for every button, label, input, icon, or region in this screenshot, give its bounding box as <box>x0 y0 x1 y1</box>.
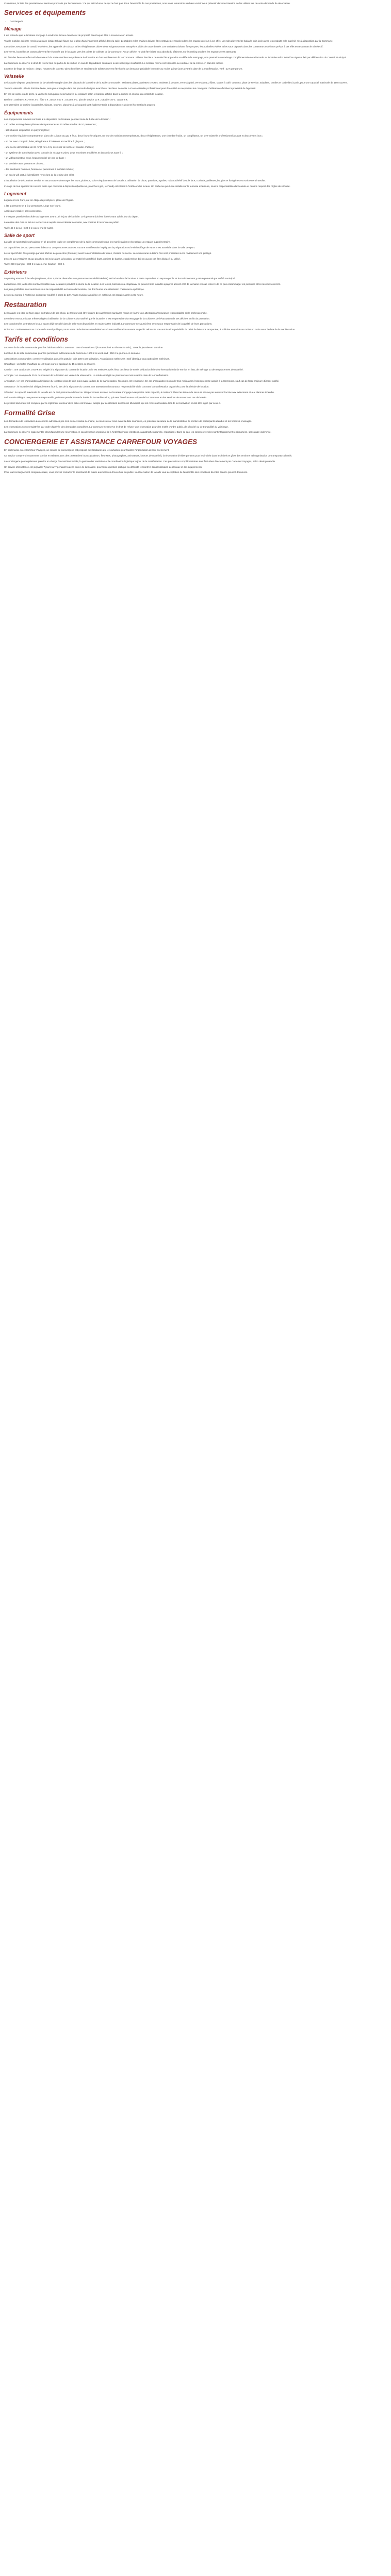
paragraph: - une cuisine équipée comprenant un piano de cuisson au gaz 6 feux, deux fours électriques, un four de maintien en température, deux réfrigérateurs, une chambre froide, un congélateur, un lave-vaisselle professionnel à capot et deux éviers inox ; <box>4 134 263 138</box>
intro-text: Ci-dessous, la liste des prestations et services proposés par la Commune : Ce qui est inclus et ce qui ne l'est pas. Pour l'ensemble de ces prestations, nous vous remercions de bien vouloir nous prévenir de votre intention de les utiliser lors de votre demande de réservation. <box>4 2 291 5</box>
exterieurs-block <box>4 277 379 297</box>
paragraph: - 180 chaises empilables en polypropylène ; <box>4 129 51 132</box>
paragraph: L'installation de décorations ne doit en aucun cas endommager les murs, plafonds, sols et équipements de la salle. L'utilisation de clous, punaises, agrafes, ruban adhésif double face, confettis, paillettes, bougies et fumigènes est strictement interdite. <box>4 179 266 182</box>
formalite-block <box>4 419 379 434</box>
paragraph: Sécurité : la capacité maximale de la salle est de 200 personnes debout ou 150 personnes assises. Le locataire s'engage à respecter cette capacité, à maintenir libres les issues de secours et à ne pas entraver l'accès aux extincteurs et aux alarmes incendie. <box>4 391 275 394</box>
bullet-conciergerie: • Conciergerie <box>10 20 379 23</box>
paragraph: Chauffage : un forfait chauffage de 40 € par jour est appliqué du 15 octobre au 15 avril. <box>4 363 95 366</box>
salle-de-sport-block <box>4 240 379 266</box>
section-title-formalite: Formalité Grise <box>4 409 56 417</box>
subsection-title-exterieurs: Extérieurs <box>4 269 27 275</box>
paragraph: Caution : une caution de 1 000 € est exigée à la signature du contrat de location. Elle est restituée après l'état des lieux de sortie, déduction faite des éventuels frais de remise en état, de ménage ou de remplacement de matériel. <box>4 368 243 371</box>
paragraph: Assurance : le locataire doit obligatoirement fournir, lors de la signature du contrat, une attestation d'assurance responsabilité civile couvrant la manifestation organisée, pour la période de location. <box>4 385 209 388</box>
paragraph: Associations communales : première utilisation annuelle gratuite, puis 100 € par utilisation. Associations extérieures : tarif identique aux particuliers extérieurs. <box>4 357 170 360</box>
paragraph: Le locataire désigne une personne responsable, présente pendant toute la durée de la manifestation, qui sera l'interlocuteur unique de la Commune et des services de secours en cas de besoin. <box>4 396 207 399</box>
paragraph: Tarif : 250 € par jour ; 380 € le week-end. Caution : 800 €. <box>4 263 65 266</box>
section-title-restauration: Restauration <box>4 300 47 309</box>
paragraph: Toute la vaisselle utilisée doit être lavée, essuyée et rangée dans les placards d'origine avant l'état des lieux de sortie. Le lave-vaisselle professionnel peut être utilisé en respectant les consignes d'utilisation affichées à proximité de l'appareil. <box>4 87 256 90</box>
paragraph: - des sanitaires hommes, femmes et personnes à mobilité réduite ; <box>4 168 74 171</box>
paragraph: L'usage de tout appareil de cuisson autre que ceux mis à disposition (barbecue, plancha à gaz, réchaud) est interdit à l'intérieur des locaux. Un barbecue peut être installé sur la terrasse extérieure, sous la responsabilité du locataire et dans le respect des règles de sécurité. <box>4 184 290 188</box>
paragraph: Location de linge de maison : draps, housses de couette, taies d'oreillers et serviettes de toilette peuvent être loués sur demande préalable formulée au moins quinze jours avant la date de la manifestation. Tarif : 12 € par parure. <box>4 67 243 70</box>
paragraph: Barème : assiette 4 € ; verre 3 € ; flûte 3 € ; tasse 2,50 € ; couvert 2 € ; plat de service 12 € ; saladier 10 € ; carafe 8 €. <box>4 98 128 101</box>
paragraph: Le locataire dispose gratuitement de la vaisselle rangée dans les placards de la cuisine de la salle communale : assiettes plates, assiettes creuses, assiettes à dessert, verres à pied, verres à eau, flûtes, tasses à café, couverts, plats de service, saladiers, carafes et corbeilles à pain, pour une capacité maximale de 150 couverts. <box>4 81 348 84</box>
paragraph: La remise des clés se fait sur rendez-vous auprès du secrétariat de mairie, aux horaires d'ouverture au public. <box>4 221 120 224</box>
paragraph: Ce service comprend notamment la mise en relation avec des prestataires locaux (traiteurs, fleuristes, photographes, animateurs, loueurs de matériel), la réservation d'hébergements pour les invités dans les hôtels et gîtes des environs et l'organisation de transports collectifs. <box>4 454 292 457</box>
paragraph: Les verres, bouteilles et cartons doivent être évacués par le locataire vers les points de collecte de la Commune. Aucun déchet ne doit être laissé aux abords du bâtiment, sur le parking ou dans les espaces verts attenants. <box>4 50 237 54</box>
paragraph: Un état des lieux est effectué à l'entrée et à la sortie des lieux en présence du locataire et d'un représentant de la Commune. Si l'état des lieux de sortie fait apparaître un défaut de nettoyage, une prestation de ménage complémentaire sera facturée au locataire selon le tarif en vigueur fixé par délibération du Conseil Municipal. <box>4 56 347 59</box>
paragraph: Le sol sportif doit être protégé par des bâches de protection (fournies) avant toute installation de tables, chaises ou scène. Les chaussures à talons fins sont proscrites sur le revêtement non protégé. <box>4 251 212 255</box>
paragraph: 4 lits 1 personne et 1 lit 2 personnes. Linge non fourni. <box>4 204 61 207</box>
paragraph: Les équipements suivants sont mis à la disposition du locataire pendant toute la durée de la location : <box>4 117 111 121</box>
subsection-title-equipements: Équipements <box>4 110 34 115</box>
paragraph: La conciergerie peut également prendre en charge l'accueil des invités, la gestion des vestiaires et la coordination logistique le jour de la manifestation. Ces prestations complémentaires sont facturées directement par Carrefour Voyages, selon devis préalable. <box>4 460 276 463</box>
paragraph: - un bar avec comptoir, évier, réfrigérateur à boissons et machine à glaçons ; <box>4 140 85 143</box>
subsection-title-salle-de-sport: Salle de sport <box>4 233 35 239</box>
paragraph: Le présent document est complété par le règlement intérieur de la salle communale, adopté par délibération du Conseil Municipal, qui est remis au locataire lors de la réservation et doit être signé par celui-ci. <box>4 402 221 405</box>
paragraph: Acompte : un acompte de 30 % du montant de la location est versé à la réservation. Le solde est réglé au plus tard un mois avant la date de la manifestation. <box>4 374 169 377</box>
paragraph: - une scène démontable de 24 m² (6 m x 4 m) avec nez de scène et escalier d'accès ; <box>4 145 94 148</box>
paragraph: Le niveau sonore à l'extérieur doit rester modéré à partir de 22h. Toute musique amplifiée en extérieur est interdite après cette heure. <box>4 294 144 297</box>
paragraph: - un vidéoprojecteur et un écran motorisé de 4 m de base ; <box>4 157 66 160</box>
equipements-block <box>4 117 379 188</box>
section-title-conciergerie-assistance: CONCIERGERIE ET ASSISTANCE CARREFOUR VOYAGES <box>4 437 198 446</box>
paragraph: Il est entendu que le locataire s'engage à rendre les locaux dans l'état de propreté dans lequel il les a trouvés à son arrivée. <box>4 33 134 37</box>
paragraph: Le parking attenant à la salle (60 places, dont 2 places réservées aux personnes à mobilité réduite) est inclus dans la location. Il reste cependant un espace public et le stationnement y est réglementé par arrêté municipal. <box>4 277 236 280</box>
subsection-title-logement: Logement <box>4 191 27 196</box>
paragraph: - un accès wifi gratuit (identifiants remis lors de la remise des clés). <box>4 173 75 176</box>
paragraph: La terrasse et le jardin clos sont accessibles aux locataires pendant la durée de la location. Les tentes, barnums ou chapiteaux ne peuvent être installés qu'après accord écrit de la mairie et sous réserve de ne pas endommager les pelouses et les réseaux enterrés. <box>4 282 281 285</box>
paragraph: Logement à la Cure, au 1er étage du presbytère, place de l'Église. <box>4 198 74 201</box>
paragraph: Annulation : en cas d'annulation à l'initiative du locataire plus de trois mois avant la date de la manifestation, l'acompte est remboursé. En cas d'annulation moins de trois mois avant, l'acompte reste acquis à la Commune, sauf cas de force majeure dûment justifié. <box>4 379 280 382</box>
subsection-title-menage: Ménage <box>4 26 22 32</box>
section-title-tarifs: Tarifs et conditions <box>4 335 69 343</box>
paragraph: Les jeux gonflables sont autorisés sous la responsabilité exclusive du locataire, qui doit fournir une attestation d'assurance spécifique. <box>4 288 145 291</box>
restauration-block <box>4 311 379 332</box>
paragraph: Il n'est pas possible d'accéder au logement avant 16h le jour de l'arrivée. Le logement doit être libéré avant 11h le jour du départ. <box>4 215 139 218</box>
paragraph: Les ustensiles de cuisine (casseroles, faitouts, louches, planches à découper) sont également mis à disposition et doivent être restitués propres. <box>4 104 156 107</box>
paragraph: - un vestiaire avec portants et cintres ; <box>4 162 44 165</box>
paragraph: La Commune se réserve le droit de retenir tout ou partie de la caution en cas de dégradation constatée ou de nettoyage insuffisant. Le montant retenu correspondra au coût réel de la remise en état des locaux. <box>4 62 224 64</box>
paragraph: Les demandes de réservation doivent être adressées par écrit au secrétariat de mairie, au moins deux mois avant la date souhaitée, en précisant la nature de la manifestation, le nombre de participants attendus et les horaires envisagés. <box>4 419 252 422</box>
paragraph: La Commune se réserve également le droit d'annuler une réservation en cas de besoin impérieux lié à l'intérêt général (élections, catastrophe naturelle, réquisition). Dans ce cas, les sommes versées sont intégralement remboursées, sans autre indemnité. <box>4 431 271 434</box>
conciergerie-block <box>4 448 379 474</box>
services-bullet-list <box>4 20 379 23</box>
paragraph: En partenariat avec Carrefour Voyages, un service de conciergerie est proposé aux locataires qui le souhaitent pour faciliter l'organisation de leur événement. <box>4 449 170 452</box>
paragraph: L'accès aux vestiaires et aux douches est inclus dans la location. Le matériel sportif fixé (buts, paniers de basket, espaliers) ne doit en aucun cas être déplacé ou utilisé. <box>4 257 181 260</box>
vaisselle-block <box>4 81 379 107</box>
paragraph: La cuisine, ses plans de travail, les éviers, les appareils de cuisson et les réfrigérateurs doivent être soigneusement nettoyés et vidés de toute denrée. Les sanitaires doivent être propres, les poubelles vidées et les sacs déposés dans les conteneurs extérieurs prévus à cet effet en respectant le tri sélectif. <box>4 45 323 48</box>
logement-block <box>4 198 379 230</box>
paragraph: Accès par escalier, sans ascenseur. <box>4 210 42 213</box>
paragraph: Le locataire est libre de faire appel au traiteur de son choix. Le traiteur doit être titulaire des agréments sanitaires requis et fournir une attestation d'assurance responsabilité civile professionnelle. <box>4 311 208 314</box>
paragraph: Les coordonnées de traiteurs locaux ayant déjà travaillé dans la salle sont disponibles en mairie à titre indicatif. La Commune ne saurait être tenue pour responsable de la qualité de leurs prestations. <box>4 323 213 326</box>
paragraph: Pour tout renseignement complémentaire, vous pouvez contacter le secrétariat de mairie aux horaires d'ouverture au public. La réservation de la salle vaut acceptation de l'ensemble des conditions décrites dans le présent document. <box>4 471 248 474</box>
paragraph: Sa capacité est de 350 personnes debout ou 250 personnes assises. Aucune manifestation impliquant la préparation ou le réchauffage de repas n'est autorisée dans la salle de sport. <box>4 246 196 249</box>
paragraph: Le traiteur est soumis aux mêmes règles d'utilisation de la cuisine et du matériel que le locataire. Il est responsable du nettoyage de la cuisine et de l'évacuation de ses déchets en fin de prestation. <box>4 317 210 320</box>
paragraph: La salle de sport (salle polyvalente n° 2) peut être louée en complément de la salle communale pour les manifestations nécessitant un espace supplémentaire. <box>4 241 171 244</box>
paragraph: Boissons : conformément au Code de la santé publique, toute vente de boissons alcoolisées lors d'une manifestation ouverte au public nécessite une autorisation préalable de débit de boissons temporaire, à solliciter en mairie au moins un mois avant la date de la manifestation. <box>4 328 296 331</box>
subsection-title-vaisselle: Vaisselle <box>4 74 24 79</box>
paragraph: Les réservations sont enregistrées par ordre d'arrivée des demandes complètes. La Commune se réserve le droit de refuser une réservation pour des motifs d'ordre public, de sécurité ou de tranquillité du voisinage. <box>4 425 229 428</box>
paragraph: - un système de sonorisation avec console de mixage 8 voies, deux enceintes amplifiées et deux micros sans fil ; <box>4 151 123 154</box>
document-page <box>0 0 383 483</box>
menage-block <box>4 33 379 71</box>
paragraph: Tout le mobilier doit être remis à sa place initiale tel qu'il figure sur le plan d'aménagement affiché dans la salle. Les tables et les chaises doivent être nettoyées et rangées dans les espaces prévus à cet effet. Les sols doivent être balayés puis lavés avec les produits et le matériel mis à disposition par la Commune. <box>4 39 333 42</box>
paragraph: Location de la salle communale pour les personnes extérieures à la Commune : 600 € le week-end ; 350 € la journée en semaine. <box>4 351 141 354</box>
paragraph: Un service d'assistance est joignable 7 jours sur 7 pendant toute la durée de la location, pour toute question pratique ou difficulté rencontrée dans l'utilisation des locaux et des équipements. <box>4 465 203 468</box>
paragraph: - 30 tables rectangulaires pliantes de 8 personnes et 10 tables rondes de 10 personnes ; <box>4 123 97 126</box>
tarifs-block <box>4 346 379 405</box>
section-title-services: Services et équipements <box>4 9 86 17</box>
paragraph: Location de la salle communale pour les habitants de la Commune : 350 € le week-end (du samedi 9h au dimanche 18h) ; 200 € la journée en semaine. <box>4 346 164 349</box>
paragraph: Tarif : 45 € la nuit ; 120 € le week-end (2 nuits). <box>4 226 54 229</box>
paragraph: En cas de casse ou de perte, la vaisselle manquante sera facturée au locataire selon le barème affiché dans la cuisine et annexé au contrat de location. <box>4 92 164 95</box>
